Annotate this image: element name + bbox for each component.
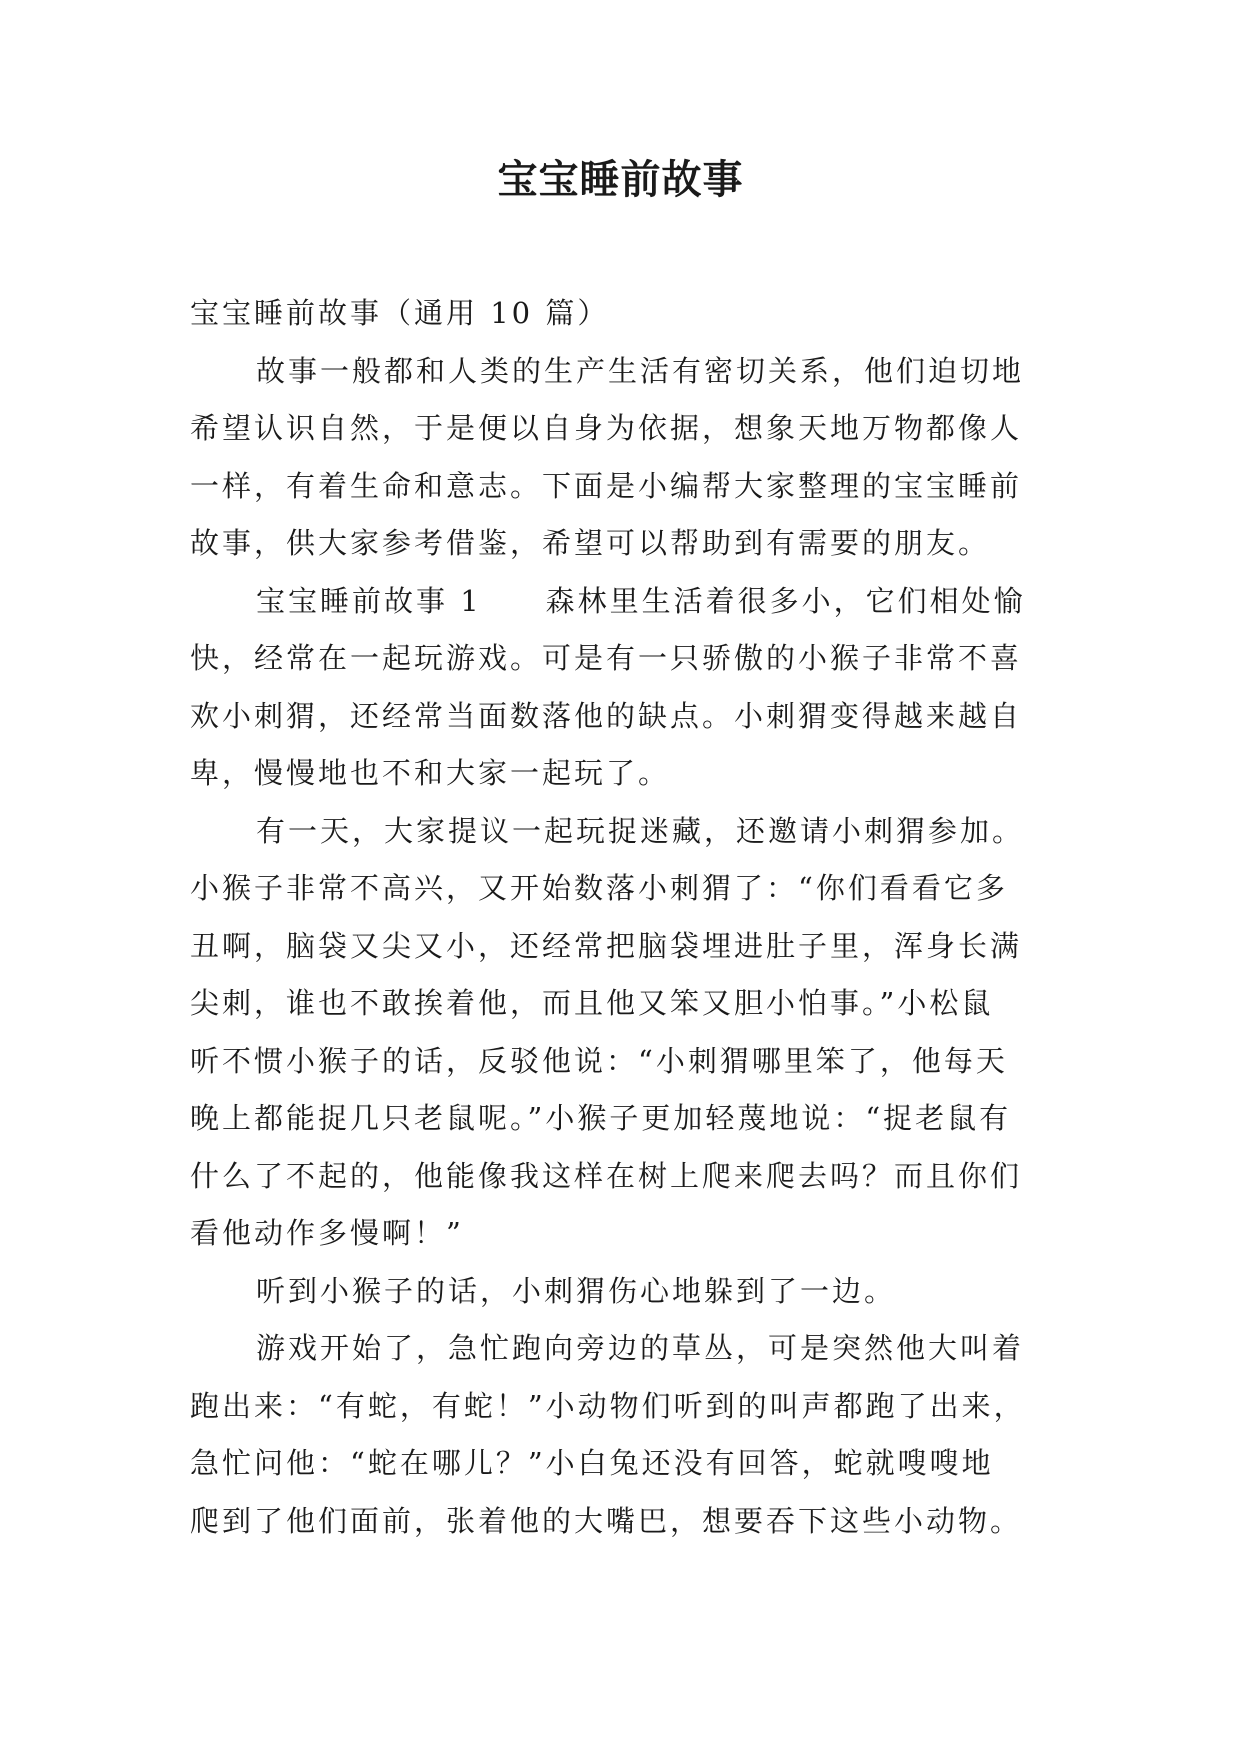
text-line: 卑，慢慢地也不和大家一起玩了。 <box>190 756 671 790</box>
text-line: 故事一般都和人类的生产生活有密切关系，他们迫切地 <box>256 353 1025 388</box>
text-line: 急忙问他：“蛇在哪儿？”小白兔还没有回答，蛇就嗖嗖地 <box>190 1446 994 1480</box>
text-line: 游戏开始了，急忙跑向旁边的草丛，可是突然他大叫着 <box>256 1331 1025 1365</box>
page-title: 宝宝睡前故事 <box>497 157 744 203</box>
text-line: 爬到了他们面前，张着他的大嘴巴，想要吞下这些小动物。 <box>190 1503 1023 1538</box>
text-line: 丑啊，脑袋又尖又小，还经常把脑袋埋进肚子里，浑身长满 <box>190 928 1023 963</box>
text-line: 希望认识自然，于是便以自身为依据，想象天地万物都像人 <box>190 411 1023 445</box>
text-line: 看他动作多慢啊！” <box>190 1216 464 1250</box>
text-line: 跑出来：“有蛇，有蛇！”小动物们听到的叫声都跑了出来， <box>190 1388 1026 1423</box>
text-line: 什么了不起的，他能像我这样在树上爬来爬去吗？而且你们 <box>190 1158 1023 1193</box>
text-line: 宝宝睡前故事 1 森林里生活着很多小，它们相处愉 <box>256 583 1026 618</box>
text-line: 尖刺，谁也不敢挨着他，而且他又笨又胆小怕事。”小松鼠 <box>190 986 994 1020</box>
body-text <box>190 285 1060 1550</box>
text-line: 一样，有着生命和意志。下面是小编帮大家整理的宝宝睡前 <box>190 468 1023 503</box>
text-line: 快，经常在一起玩游戏。可是有一只骄傲的小猴子非常不喜 <box>190 641 1023 675</box>
text-line: 有一天，大家提议一起玩捉迷藏，还邀请小刺猬参加。 <box>256 813 1025 848</box>
text-line: 故事，供大家参考借鉴，希望可以帮助到有需要的朋友。 <box>190 526 991 560</box>
text-line: 晚上都能捉几只老鼠呢。”小猴子更加轻蔑地说：“捉老鼠有 <box>190 1101 1012 1135</box>
text-line: 小猴子非常不高兴，又开始数落小刺猬了：“你们看看它多 <box>190 871 1008 905</box>
text-line: 听不惯小猴子的话，反驳他说：“小刺猬哪里笨了，他每天 <box>190 1043 1008 1078</box>
text-line: 听到小猴子的话，小刺猬伤心地躲到了一边。 <box>256 1273 897 1308</box>
text-line: 欢小刺猬，还经常当面数落他的缺点。小刺猬变得越来越自 <box>190 698 1023 733</box>
text-line: 宝宝睡前故事（通用 10 篇） <box>190 296 610 330</box>
